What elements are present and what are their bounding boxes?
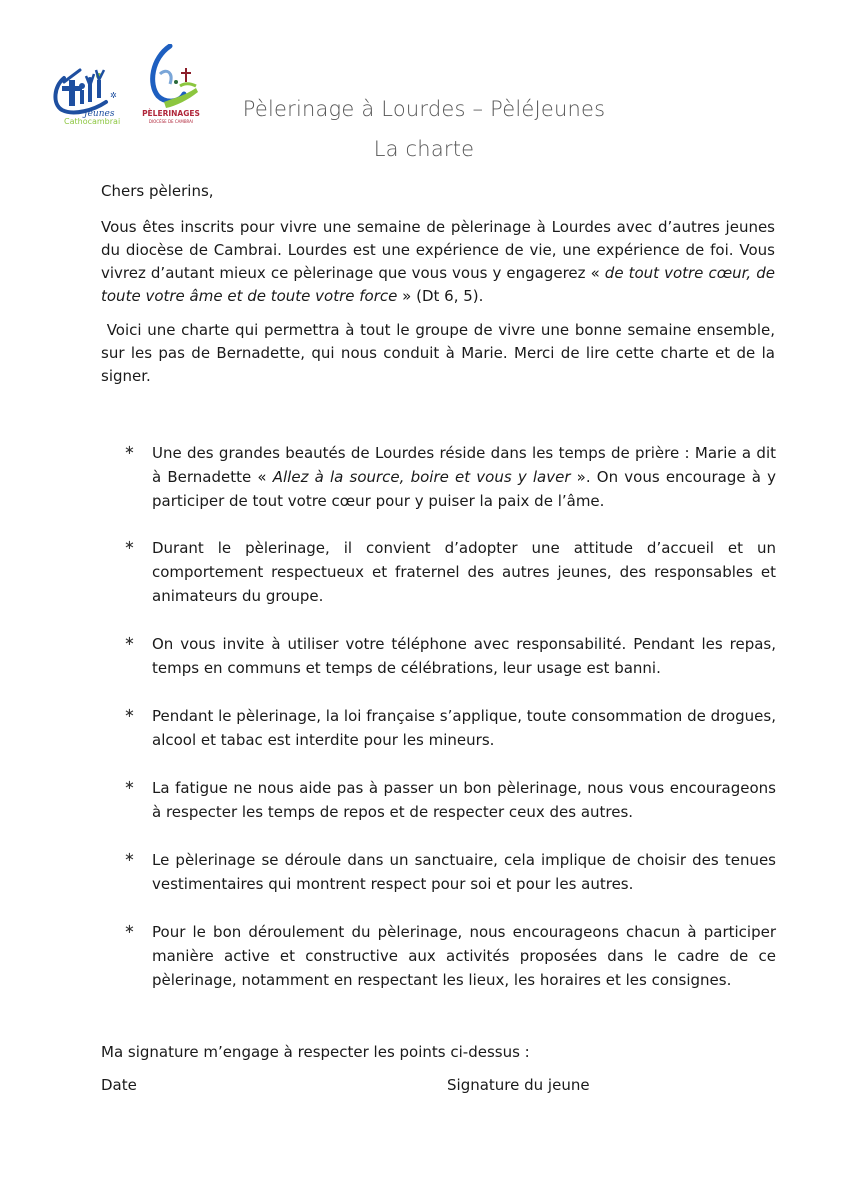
- logo-left-text-bottom: Cathocambrai: [64, 117, 121, 126]
- date-label: Date: [101, 1076, 137, 1094]
- document-title: Pèlerinage à Lourdes – PèléJeunes: [242, 97, 606, 121]
- svg-text:✲: ✲: [110, 91, 117, 100]
- charter-item-text-end: ». On vous encourage à y participer de tout votre cœur pour y puiser la paix de l’âme.: [152, 468, 777, 510]
- jeunes-cathocambrai-logo: [50, 64, 126, 126]
- asterisk-bullet-icon: ∗: [124, 850, 135, 865]
- charter-item-text: La fatigue ne nous aide pas à passer un bon pèlerinage, nous vous encourageons à respecter les temps de repos et de respecter ceux des autres.: [152, 779, 776, 821]
- logo-right-text-bottom: DIOCÈSE DE CAMBRAI: [148, 119, 194, 124]
- charter-item-text: Une des grandes beautés de Lourdes réside dans les temps de prière : Marie a dit à Bernadette «: [152, 444, 776, 486]
- intro-p1-text: Vous êtes inscrits pour vivre une semaine de pèlerinage à Lourdes avec d’autres jeunes du diocèse de Cambrai. Lourdes est une expérience de vie, une expérience de foi. Vous vivrez d’autant mieux ce pèlerinage que vous vous y engagerez «: [101, 218, 775, 282]
- document-subtitle: La charte: [373, 137, 475, 161]
- logo-left-text-top: Jeunes: [84, 109, 115, 119]
- charter-item-text: Le pèlerinage se déroule dans un sanctuaire, cela implique de choisir des tenues vestimentaires qui montrent respect pour soi et pour les autres.: [152, 851, 776, 893]
- asterisk-bullet-icon: ∗: [124, 922, 135, 937]
- intro-paragraph-1: [101, 216, 775, 308]
- signature-label: Signature du jeune: [447, 1076, 590, 1094]
- logo-right-text-top: PÈLERINAGES: [142, 109, 200, 118]
- charter-item-text: On vous invite à utiliser votre téléphone avec responsabilité. Pendant les repas, temps en communs et temps de célébrations, leur usage est banni.: [152, 635, 776, 677]
- charter-item-text: Pour le bon déroulement du pèlerinage, nous encourageons chacun à participer manière active et constructive aux activités proposées dans le cadre de ce pèlerinage, notamment en respectant les lieux, les horaires et les consignes.: [152, 923, 776, 989]
- charter-item-text: Pendant le pèlerinage, la loi française s’applique, toute consommation de drogues, alcool et tabac est interdite pour les mineurs.: [152, 707, 776, 749]
- intro-p1-reference: » (Dt 6, 5).: [397, 287, 484, 305]
- greeting: Chers pèlerins,: [101, 182, 214, 200]
- asterisk-bullet-icon: ∗: [124, 538, 135, 553]
- charter-item-quote: Allez à la source, boire et vous y laver: [272, 468, 571, 486]
- intro-p1-quote: de tout votre cœur, de toute votre âme et de toute votre force: [101, 264, 775, 305]
- asterisk-bullet-icon: ∗: [124, 778, 135, 793]
- asterisk-bullet-icon: ∗: [124, 634, 135, 649]
- charter-item-text: Durant le pèlerinage, il convient d’adopter une attitude d’accueil et un comportement respectueux et fraternel des autres jeunes, des responsables et animateurs du groupe.: [152, 539, 776, 605]
- pelerinages-diocese-cambrai-logo: [140, 44, 202, 128]
- asterisk-bullet-icon: ∗: [124, 706, 135, 721]
- intro-paragraph-2: Voici une charte qui permettra à tout le groupe de vivre une bonne semaine ensemble, sur les pas de Bernadette, qui nous conduit à Marie. Merci de lire cette charte et de la signer.: [101, 321, 780, 385]
- signature-intro: Ma signature m’engage à respecter les points ci-dessus :: [101, 1043, 530, 1061]
- asterisk-bullet-icon: ∗: [124, 443, 135, 458]
